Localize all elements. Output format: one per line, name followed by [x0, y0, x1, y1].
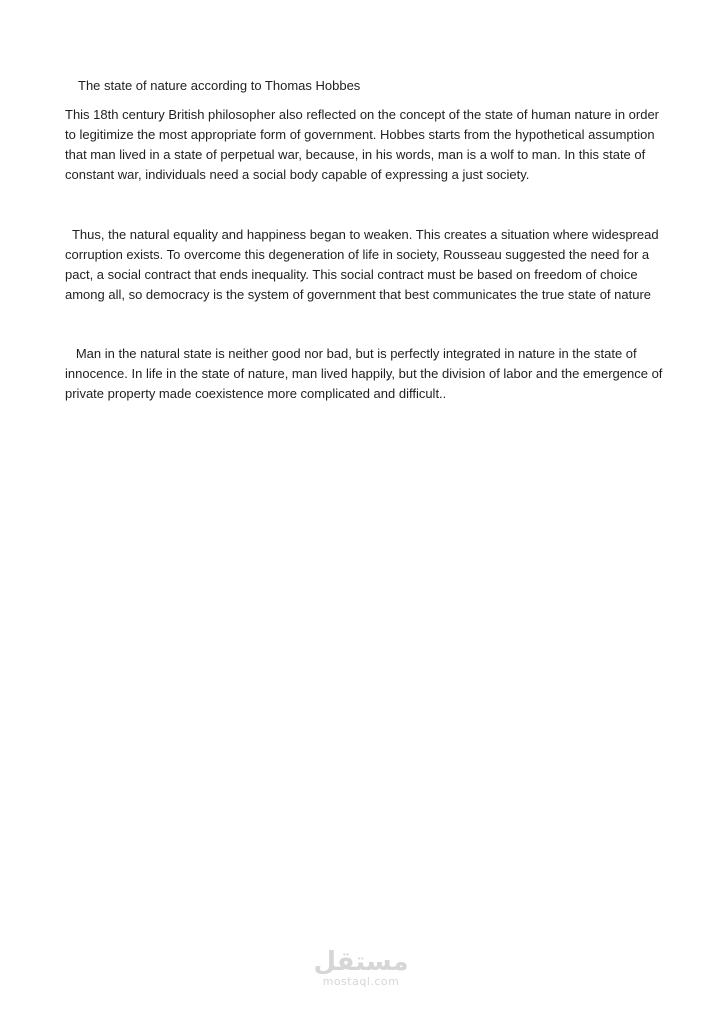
paragraph-hobbes	[65, 105, 705, 185]
paragraph-line: Man in the natural state is neither good nor bad, but is perfectly integrated in nature in the state of	[65, 346, 637, 361]
paragraph-line: pact, a social contract that ends inequality. This social contract must be based on freedom of choice	[65, 267, 638, 282]
document-title: The state of nature according to Thomas Hobbes	[78, 78, 361, 93]
paragraph-line: corruption exists. To overcome this degeneration of life in society, Rousseau suggested the need for a	[65, 247, 650, 262]
watermark	[0, 948, 722, 988]
watermark-url: mostaql.com	[322, 975, 400, 988]
paragraph-line: to legitimize the most appropriate form of government. Hobbes starts from the hypothetical assumption	[65, 127, 655, 142]
paragraph-line: constant war, individuals need a social body capable of expressing a just society.	[65, 167, 530, 182]
paragraph-line: innocence. In life in the state of nature, man lived happily, but the division of labor and the emergence of	[65, 366, 663, 381]
paragraph-line: that man lived in a state of perpetual war, because, in his words, man is a wolf to man. In this state of	[65, 147, 646, 162]
paragraph-line: among all, so democracy is the system of government that best communicates the true state of nature	[65, 287, 652, 302]
paragraph-line: private property made coexistence more complicated and difficult..	[65, 386, 447, 401]
watermark-logo: مستقل	[313, 947, 409, 977]
paragraph-rousseau	[65, 225, 705, 305]
paragraph-line: Thus, the natural equality and happiness began to weaken. This creates a situation where widespread	[65, 227, 659, 242]
paragraph-line: This 18th century British philosopher also reflected on the concept of the state of human nature in order	[65, 107, 660, 122]
paragraph-natural-state	[65, 344, 705, 404]
